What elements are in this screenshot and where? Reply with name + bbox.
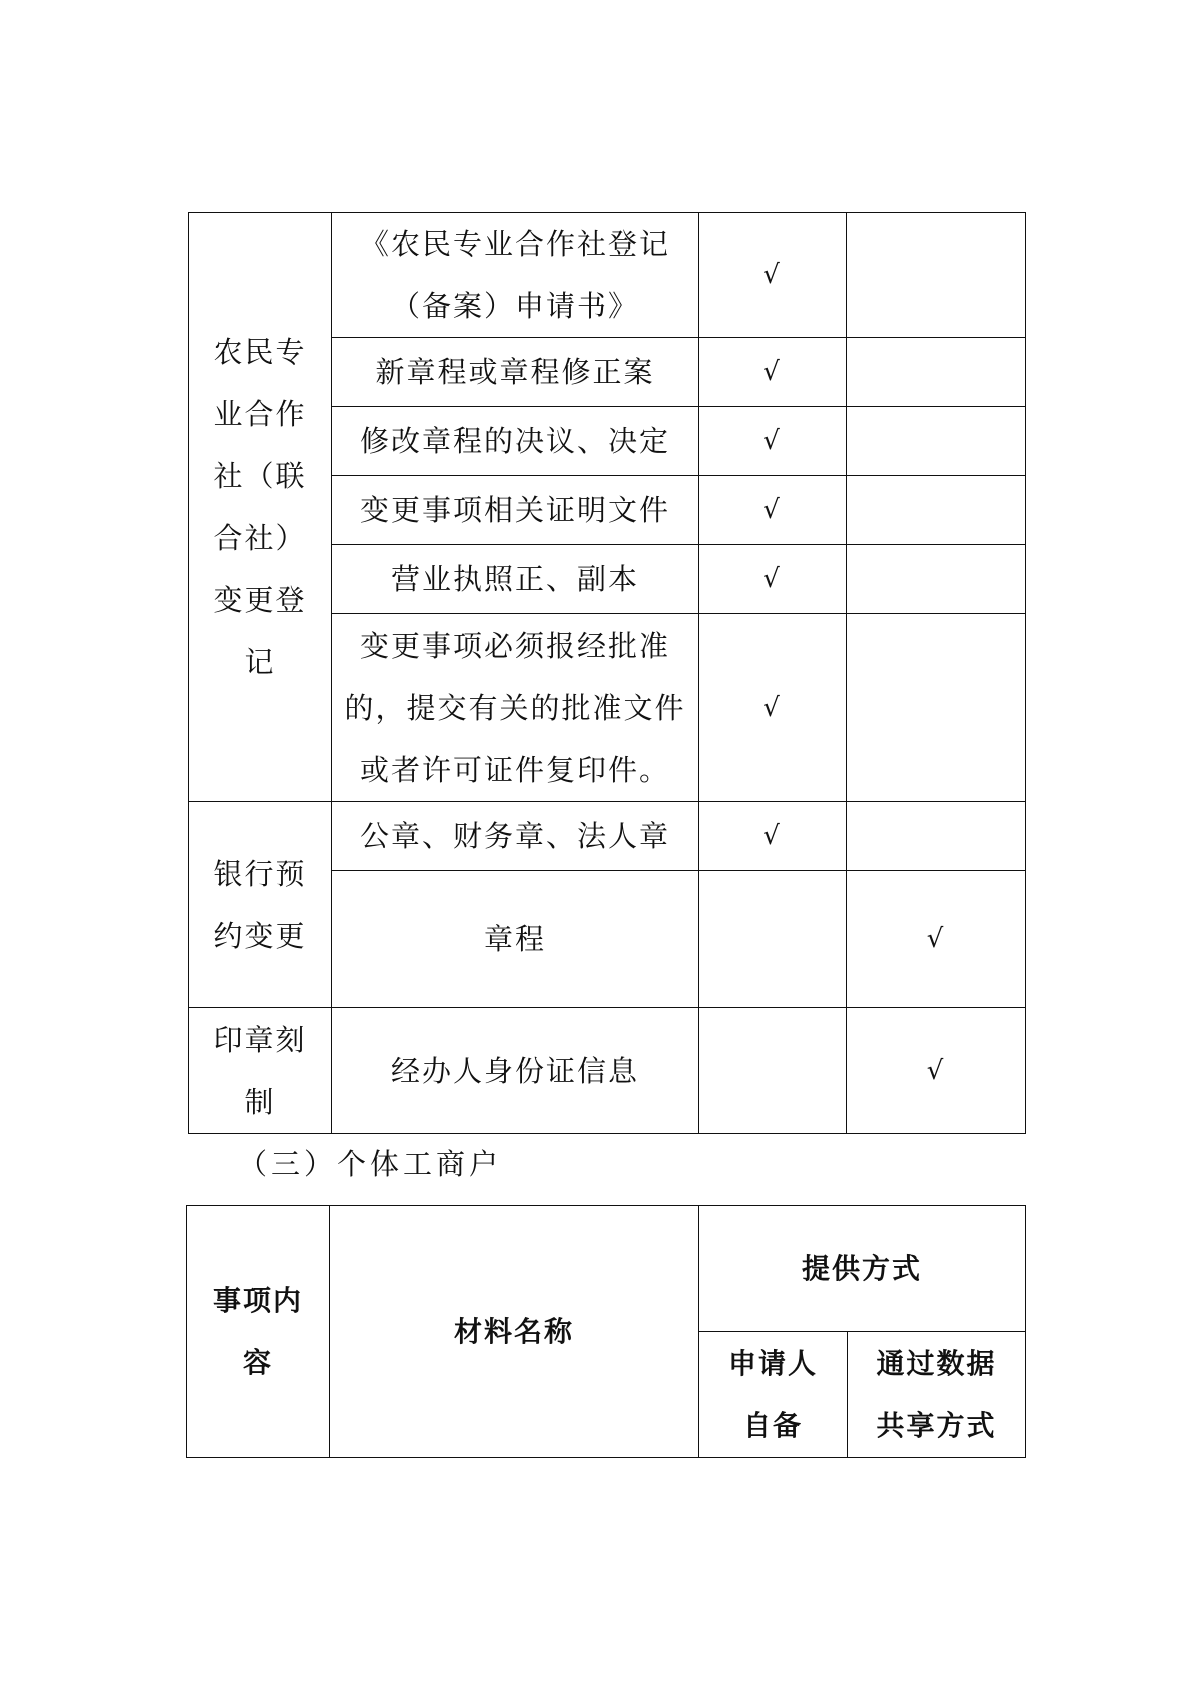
data-sharing-cell: √	[847, 871, 1026, 1008]
table-row	[189, 213, 1026, 338]
data-sharing-cell: √	[847, 1008, 1026, 1134]
category-cell	[189, 213, 332, 802]
header-material: 材料名称	[330, 1206, 699, 1458]
self-provided-cell: √	[699, 476, 847, 545]
materials-table-continued	[188, 212, 1026, 1134]
category-text: 农民专业合作社（联合社）变更登记	[213, 335, 307, 679]
material-cell: 变更事项相关证明文件	[332, 476, 699, 545]
header-self-cell	[699, 1332, 848, 1458]
header-self: 申请人自备	[727, 1346, 818, 1442]
material-cell: 新章程或章程修正案	[332, 338, 699, 407]
material-cell: 公章、财务章、法人章	[332, 802, 699, 871]
material-cell: 修改章程的决议、决定	[332, 407, 699, 476]
material-text: 变更事项必须报经批准的，提交有关的批准文件或者许可证件复印件。	[344, 628, 686, 787]
data-sharing-cell	[847, 407, 1026, 476]
material-cell: 章程	[332, 871, 699, 1008]
material-cell	[332, 614, 699, 802]
section-heading: （三）个体工商户	[238, 1147, 503, 1181]
header-provide: 提供方式	[699, 1206, 1026, 1332]
self-provided-cell	[699, 1008, 847, 1134]
self-provided-cell: √	[699, 213, 847, 338]
individual-business-table	[186, 1205, 1026, 1458]
material-cell: 经办人身份证信息	[332, 1008, 699, 1134]
category-cell	[189, 1008, 332, 1134]
table-row	[189, 1008, 1026, 1134]
data-sharing-cell	[847, 545, 1026, 614]
data-sharing-cell	[847, 802, 1026, 871]
header-shared-cell	[848, 1332, 1026, 1458]
self-provided-cell: √	[699, 545, 847, 614]
self-provided-cell: √	[699, 407, 847, 476]
header-shared: 通过数据共享方式	[876, 1346, 997, 1442]
header-item: 事项内容	[212, 1283, 303, 1379]
category-cell	[189, 802, 332, 1008]
self-provided-cell: √	[699, 614, 847, 802]
self-provided-cell: √	[699, 802, 847, 871]
table-row	[189, 802, 1026, 871]
material-text: 《农民专业合作社登记（备案）申请书》	[359, 227, 670, 323]
data-sharing-cell	[847, 476, 1026, 545]
material-cell: 营业执照正、副本	[332, 545, 699, 614]
header-item-cell	[187, 1206, 330, 1458]
self-provided-cell: √	[699, 338, 847, 407]
header-row	[187, 1206, 1026, 1332]
category-text: 印章刻制	[213, 1022, 307, 1119]
self-provided-cell	[699, 871, 847, 1008]
material-cell	[332, 213, 699, 338]
data-sharing-cell	[847, 614, 1026, 802]
category-text: 银行预约变更	[213, 856, 307, 953]
data-sharing-cell	[847, 338, 1026, 407]
data-sharing-cell	[847, 213, 1026, 338]
